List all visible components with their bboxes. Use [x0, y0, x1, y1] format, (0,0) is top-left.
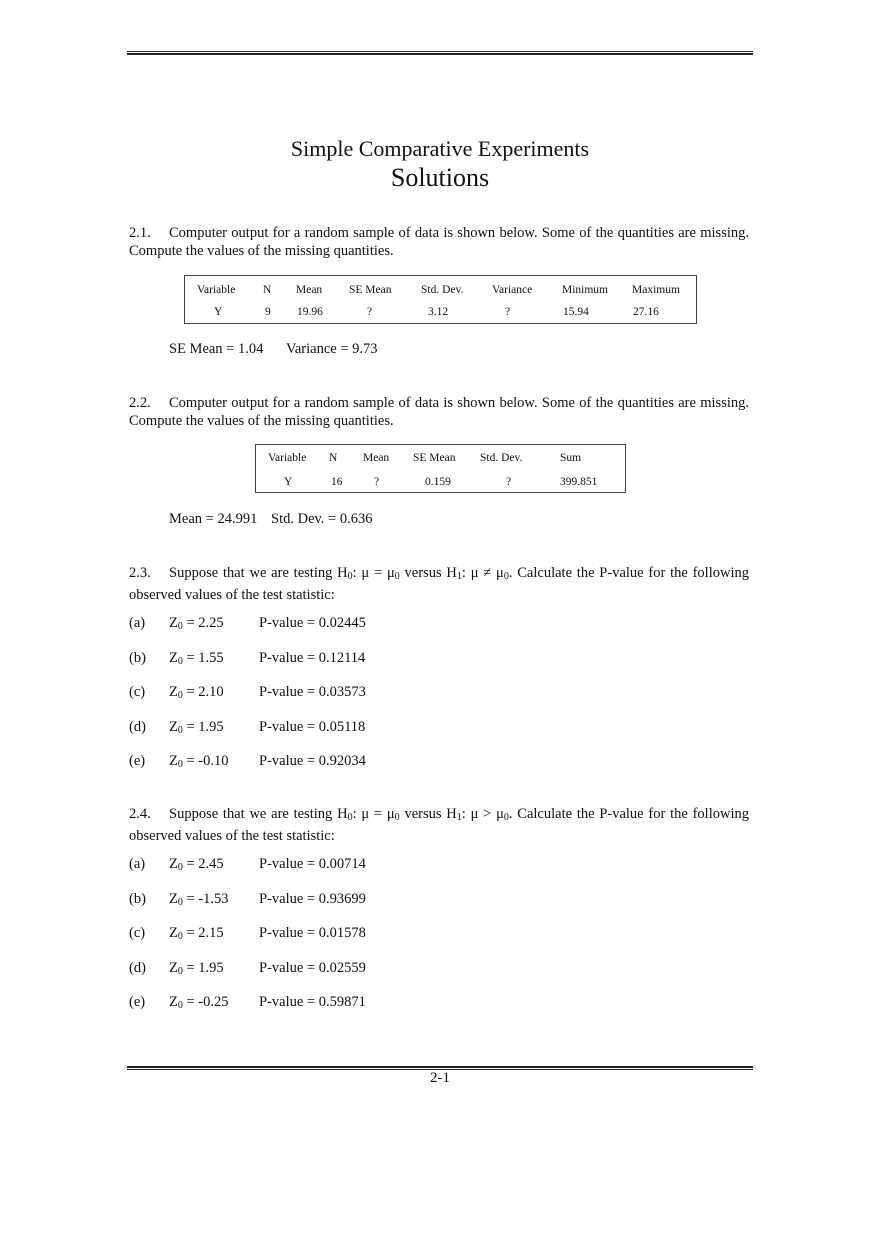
page-number: 2-1: [430, 1070, 450, 1086]
table-header: SE Mean: [413, 452, 456, 464]
item-label: (d): [129, 718, 146, 735]
answer-value: SE Mean = 1.04: [169, 341, 264, 357]
table-header: Variable: [197, 284, 236, 296]
table-cell: ?: [367, 306, 373, 318]
test-statistic: $Z_0 = 2.25$: [169, 615, 224, 632]
table-header: N: [329, 452, 338, 464]
table-cell: Y: [284, 476, 293, 488]
p-value: P-value = 0.05118: [259, 718, 366, 735]
question-2-1: [129, 224, 749, 260]
test-statistic: $Z_0 = 2.10$: [169, 684, 224, 701]
question-2-4: 2.4. Suppose that we are testing $H_0$: $\mu = \mu_0$ versus $H_1$: $\mu > \mu_0$. Calculate the P-value for the following observed values of the test statistic:: [129, 806, 749, 844]
table-cell: 27.16: [633, 306, 659, 318]
stats-table-2-2: [255, 444, 626, 493]
table-header: Mean: [296, 284, 323, 296]
question-number: 2.3.: [129, 565, 151, 581]
p-value: P-value = 0.00714: [259, 856, 366, 872]
item-label: (a): [129, 856, 146, 872]
page-subtitle: Solutions: [390, 163, 490, 192]
test-statistic: $Z_0 = 2.45$: [169, 856, 224, 873]
table-cell: ?: [374, 476, 380, 488]
p-value: P-value = 0.01578: [259, 925, 366, 941]
test-statistic: $Z_0 = -0.10$: [169, 753, 229, 770]
item-label: (c): [129, 684, 146, 700]
table-header: Std. Dev.: [480, 452, 523, 464]
test-statistic: $Z_0 = -0.25$: [169, 994, 229, 1011]
answer-value: Std. Dev. = 0.636: [271, 511, 373, 527]
table-header: Variable: [268, 452, 307, 464]
p-value: P-value = 0.02559: [259, 959, 366, 976]
table-cell: 16: [331, 476, 343, 488]
top-rule: [127, 51, 753, 55]
table-cell: Y: [214, 306, 223, 318]
question-text: Computer output for a random sample of data is shown below. Some of the quantities are missing. Compute the values of the missing quantities.: [129, 225, 749, 259]
table-cell: 19.96: [297, 306, 323, 318]
question-number: 2.2.: [129, 395, 151, 411]
test-statistic: $Z_0 = 2.15$: [169, 925, 224, 942]
item-label: (d): [129, 959, 146, 976]
page-title: Simple Comparative Experiments: [290, 136, 590, 161]
table-cell: 15.94: [563, 306, 589, 318]
answer-2-1: [169, 341, 378, 358]
item-label: (e): [129, 753, 146, 769]
question-text: Computer output for a random sample of data is shown below. Some of the quantities are missing. Compute the values of the missing quantities.: [129, 395, 749, 429]
table-cell: ?: [505, 306, 511, 318]
table-header: Mean: [363, 452, 390, 464]
table-header: Std. Dev.: [421, 284, 464, 296]
test-statistic: $Z_0 = -1.53$: [169, 890, 229, 908]
item-label: (b): [129, 649, 146, 666]
test-statistic: $Z_0 = 1.95$: [169, 959, 224, 977]
table-cell: 9: [265, 306, 271, 318]
question-number: 2.4.: [129, 806, 151, 822]
item-label: (a): [129, 615, 146, 631]
table-header: SE Mean: [349, 284, 392, 296]
answer-value: Mean = 24.991: [169, 511, 258, 527]
table-header: N: [263, 284, 272, 296]
table-header: Variance: [492, 284, 533, 296]
table-cell: 3.12: [428, 306, 449, 318]
question-number: 2.1.: [129, 225, 151, 241]
item-label: (e): [129, 994, 146, 1010]
table-cell: 0.159: [425, 476, 451, 488]
item-label: (b): [129, 890, 146, 907]
table-header: Sum: [560, 452, 582, 464]
answer-value: Variance = 9.73: [286, 341, 378, 357]
question-2-2: [129, 394, 749, 430]
table-header: Maximum: [632, 284, 680, 296]
p-value: P-value = 0.59871: [259, 994, 366, 1010]
item-label: (c): [129, 925, 146, 941]
p-value: P-value = 0.03573: [259, 684, 366, 700]
p-value: P-value = 0.12114: [259, 649, 366, 666]
table-cell: ?: [506, 476, 512, 488]
p-value: P-value = 0.92034: [259, 753, 366, 769]
answer-2-2: [169, 511, 373, 528]
test-statistic: $Z_0 = 1.55$: [169, 649, 224, 667]
table-header: Minimum: [562, 284, 609, 296]
p-value: P-value = 0.02445: [259, 615, 366, 631]
stats-table-2-1: [184, 275, 697, 324]
test-statistic: $Z_0 = 1.95$: [169, 718, 224, 736]
question-2-3: 2.3. Suppose that we are testing $H_0$: $\mu = \mu_0$ versus $H_1$: $\mu \ne \mu_0$. Calculate the P-value for the following observed values of the test statistic:: [129, 565, 749, 603]
p-value: P-value = 0.93699: [259, 890, 366, 907]
table-cell: 399.851: [560, 476, 598, 488]
